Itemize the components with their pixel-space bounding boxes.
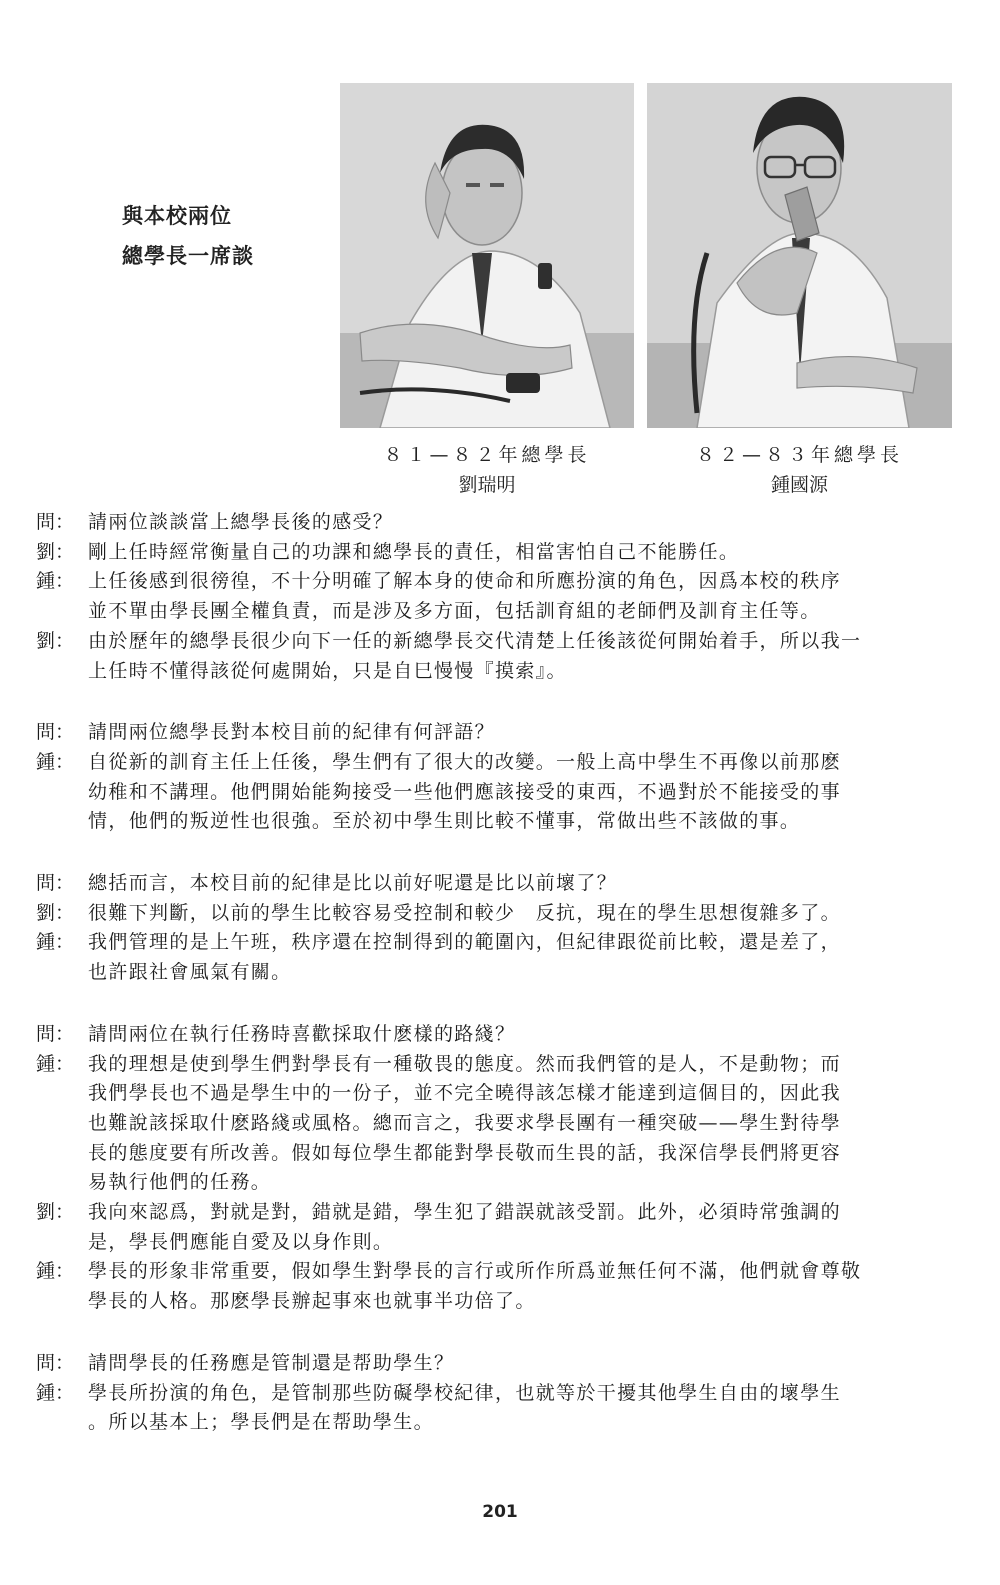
qa-block [36,1349,956,1438]
transcript-line [36,778,956,808]
speaker-label: 劉 ： [36,1198,74,1228]
photo-liu-illustration [340,83,634,428]
transcript-line [36,1050,956,1080]
transcript-line [36,807,956,837]
transcript-line [36,958,956,988]
speaker-label: 鍾 ： [36,1257,74,1287]
transcript-line [36,1257,956,1287]
qa-block [36,869,956,988]
transcript-line [36,718,956,748]
page-number: 201 [482,1502,518,1522]
transcript-text: 請問兩位總學長對本校目前的紀律有何評語？ [88,721,496,744]
speaker-label: 鍾 ： [36,748,74,778]
photo-caption-liu [340,440,634,500]
transcript-text: 總括而言，本校目前的紀律是比以前好呢還是比以前壞了？ [88,872,618,895]
speaker-label: 劉 ： [36,899,74,929]
transcript-text: 請兩位談談當上總學長後的感受？ [88,511,394,533]
transcript-text: 長的態度要有所改善。假如每位學生都能對學長敬而生畏的話，我深信學長們將更容 [88,1141,841,1164]
transcript-line [36,657,956,687]
speaker-label: 鍾 ： [36,928,74,958]
caption-zhong-year: ８２—８３年總學長 [695,444,903,466]
transcript-text: 情，他們的叛逆性也很強。至於初中學生則比較不懂事，常做出些不該做的事。 [88,810,801,833]
transcript-text: 學長的形象非常重要，假如學生對學長的言行或所作所爲並無任何不滿，他們就會尊敬 [88,1260,862,1283]
transcript-line [36,1228,956,1258]
speaker-label: 劉 ： [36,538,74,568]
speaker-label: 問 ： [36,869,74,899]
transcript-line [36,1408,956,1438]
transcript-line [36,1379,956,1409]
speaker-label: 鍾 ： [36,1379,74,1409]
transcript-line [36,567,956,597]
transcript-text: 我們管理的是上午班，秩序還在控制得到的範圍內，但紀律跟從前比較，還是差了， [88,931,841,954]
transcript-text: 由於歷年的總學長很少向下一任的新總學長交代清楚上任後該從何開始着手，所以我一 [88,629,862,652]
transcript-text: 自從新的訓育主任上任後，學生們有了很大的改變。一般上高中學生不再像以前那麽 [88,750,841,773]
caption-liu-year: ８１—８２年總學長 [383,444,591,466]
transcript-text: 我的理想是使到學生們對學長有一種敬畏的態度。然而我們管的是人，不是動物；而 [88,1052,841,1075]
transcript-text: 上任後感到很徬徨，不十分明確了解本身的使命和所應扮演的角色，因爲本校的秩序 [88,570,841,593]
transcript-text: 也難說該採取什麽路綫或風格。總而言之，我要求學長團有一種突破——學生對待學 [88,1111,841,1134]
transcript-text: 也許跟社會風氣有關。 [88,961,292,984]
transcript-text: 是，學長們應能自愛及以身作則。 [88,1230,394,1253]
photo-liu-ruiming [340,83,634,428]
transcript-text: 上任時不懂得該從何處開始，只是自巳慢慢『摸索』。 [88,659,567,682]
article-title-line-1: 與本校兩位 [122,204,232,228]
article-title [122,196,254,276]
qa-block [36,508,956,686]
transcript-line [36,597,956,627]
transcript-text: 我向來認爲，對就是對，錯就是錯，學生犯了錯誤就該受罰。此外，必須時常強調的 [88,1201,841,1224]
transcript-text: 請問學長的任務應是管制還是帮助學生？ [88,1351,455,1374]
transcript-line [36,1168,956,1198]
transcript-line [36,748,956,778]
transcript-text: 請問兩位在執行任務時喜歡採取什麽樣的路綫？ [88,1022,516,1045]
speaker-label: 劉 ： [36,627,74,657]
speaker-label: 問 ： [36,718,74,748]
transcript-text: 幼稚和不講理。他們開始能夠接受一些他們應該接受的東西，不過對於不能接受的事 [88,780,841,803]
transcript-line [36,1287,956,1317]
caption-liu-name: 劉瑞明 [458,474,516,496]
qa-block [36,1020,956,1317]
transcript-line [36,1109,956,1139]
transcript-line [36,1198,956,1228]
caption-zhong-name: 鍾國源 [770,474,828,496]
speaker-label: 問 ： [36,1349,74,1379]
photo-caption-zhong [647,440,952,500]
interview-transcript [36,508,956,1470]
transcript-text: 學長所扮演的角色，是管制那些防礙學校紀律，也就等於干擾其他學生自由的壞學生 [88,1381,841,1404]
transcript-line [36,1349,956,1379]
speaker-label: 問 ： [36,508,74,538]
transcript-line [36,538,956,568]
article-title-line-2: 總學長一席談 [122,244,254,268]
transcript-line [36,1079,956,1109]
transcript-text: 易執行他們的任務。 [88,1171,272,1194]
speaker-label: 鍾 ： [36,567,74,597]
qa-block [36,718,956,837]
photo-zhong-illustration [647,83,952,428]
transcript-text: 學長的人格。那麽學長辦起事來也就事半功倍了。 [88,1290,536,1313]
transcript-line [36,928,956,958]
transcript-line [36,1139,956,1169]
transcript-line [36,508,956,538]
transcript-text: 剛上任時經常衡量自己的功課和總學長的責任，相當害怕自己不能勝任。 [88,540,740,563]
photo-zhong-guoyuan [647,83,952,428]
transcript-text: 並不單由學長團全權負責，而是涉及多方面，包括訓育組的老師們及訓育主任等。 [88,600,821,623]
transcript-line [36,627,956,657]
transcript-text: 我們學長也不過是學生中的一份子，並不完全曉得該怎樣才能達到這個目的，因此我 [88,1082,841,1105]
transcript-text: 。所以基本上；學長們是在帮助學生。 [88,1411,434,1434]
transcript-text: 很難下判斷，以前的學生比較容易受控制和較少 反抗，現在的學生思想復雜多了。 [88,901,841,924]
speaker-label: 鍾 ： [36,1050,74,1080]
transcript-line [36,1020,956,1050]
transcript-line [36,899,956,929]
transcript-line [36,869,956,899]
speaker-label: 問 ： [36,1020,74,1050]
